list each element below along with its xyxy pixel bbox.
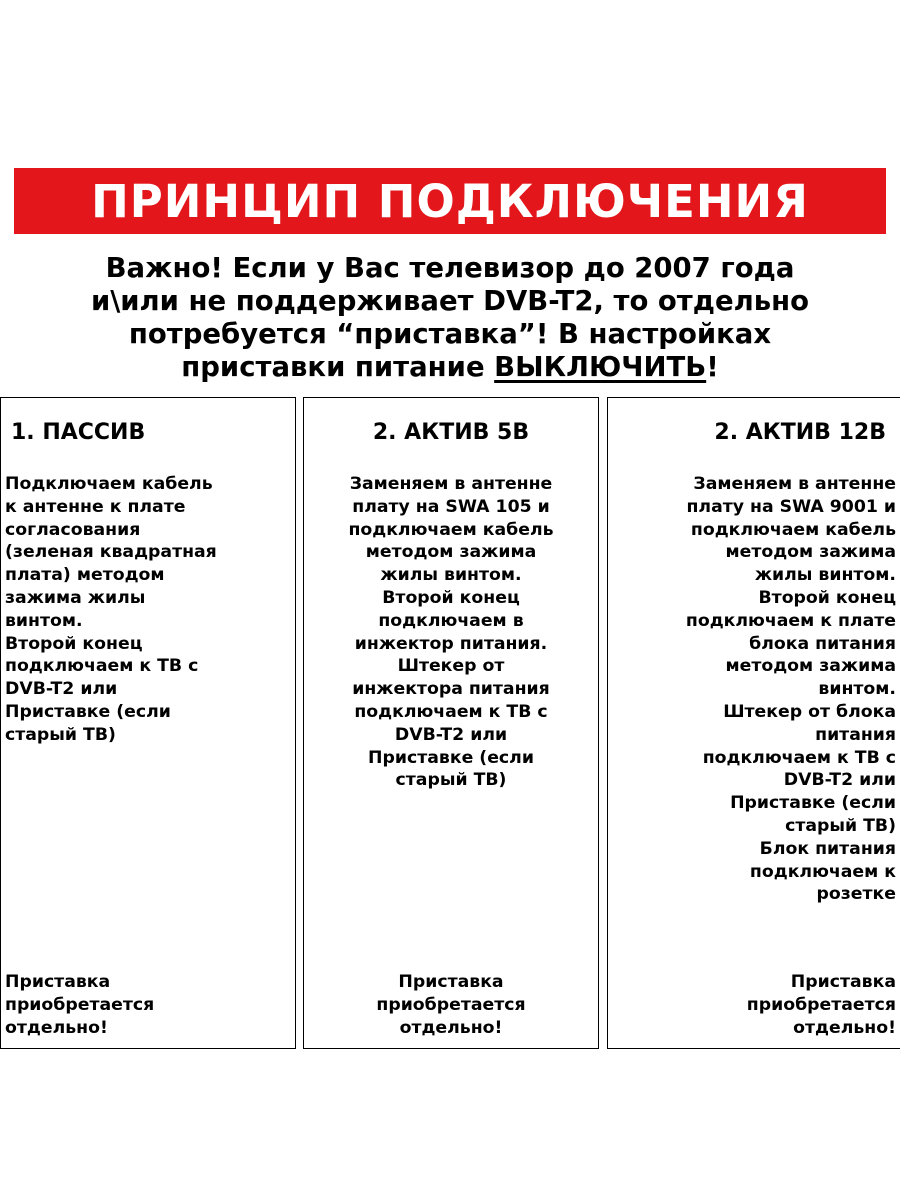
footer-line: приобретается: [5, 994, 155, 1015]
body-line: питания: [815, 724, 896, 745]
body-line: инжектора питания: [352, 679, 550, 700]
column-title: 1. ПАССИВ: [11, 420, 146, 445]
body-line: подключаем в: [378, 610, 524, 631]
notice-line-last: [0, 351, 900, 384]
body-line: Штекер от: [397, 656, 505, 677]
body-line: плата) методом: [5, 565, 165, 586]
body-line: подключаем к ТВ с: [354, 701, 548, 722]
body-line: жилы винтом.: [380, 565, 522, 586]
important-notice: [0, 252, 900, 384]
body-line: согласования: [5, 519, 141, 540]
title-banner: [14, 168, 886, 234]
notice-line: и\или не поддерживает DVB-T2, то отдельно: [90, 285, 810, 317]
body-line: подключаем кабель: [690, 519, 896, 540]
body-line: DVB-T2 или: [394, 724, 508, 745]
column-title: 2. АКТИВ 5В: [372, 420, 530, 445]
body-line: Второй конец: [5, 633, 143, 654]
body-line: инжектор питания.: [354, 633, 548, 654]
body-line: плату на SWA 9001 и: [686, 496, 896, 517]
body-line: подключаем к ТВ с: [5, 656, 199, 677]
body-line: DVB-T2 или: [783, 770, 896, 791]
footer-line: отдельно!: [5, 1017, 108, 1038]
column-body: [5, 473, 217, 747]
column-active-12v: [607, 397, 900, 1049]
body-line: подключаем к плате: [685, 610, 896, 631]
body-line: подключаем к: [749, 861, 896, 882]
body-line: розетке: [816, 884, 896, 905]
notice-line: Важно! Если у Вас телевизор до 2007 года: [105, 252, 795, 284]
body-line: винтом.: [818, 679, 896, 700]
footer-line: Приставка: [790, 972, 896, 992]
notice-emphasis: ВЫКЛЮЧИТЬ: [494, 351, 707, 383]
body-line: DVB-T2 или: [5, 679, 118, 700]
body-line: Подключаем кабель: [5, 474, 213, 494]
body-line: подключаем кабель: [348, 519, 554, 540]
body-line: жилы винтом.: [754, 565, 896, 586]
footer-line: Приставка: [5, 972, 111, 992]
body-line: Заменяем в антенне: [693, 474, 896, 494]
body-line: методом зажима: [725, 656, 896, 677]
body-line: Приставке (если: [368, 747, 534, 768]
body-line: блока питания: [749, 633, 896, 654]
body-line: плату на SWA 105 и: [352, 496, 550, 517]
footer-line: приобретается: [746, 994, 896, 1015]
body-line: методом зажима: [365, 542, 537, 563]
body-line: (зеленая квадратная: [5, 542, 217, 563]
body-line: старый ТВ): [395, 770, 507, 791]
column-body: [686, 473, 896, 906]
notice-suffix: !: [706, 351, 719, 383]
body-line: старый ТВ): [785, 815, 896, 836]
page-title: ПРИНЦИП ПОДКЛЮЧЕНИЯ: [91, 174, 809, 228]
body-line: Приставке (если: [5, 701, 171, 722]
body-line: к антенне к плате: [5, 496, 186, 517]
body-line: зажима жилы: [5, 587, 146, 608]
footer-line: отдельно!: [399, 1017, 503, 1038]
body-line: Второй конец: [758, 587, 896, 608]
notice-prefix: приставки питание: [181, 351, 495, 383]
body-line: Штекер от блока: [723, 701, 896, 722]
column-body: [304, 473, 598, 792]
footer-line: приобретается: [376, 994, 526, 1015]
column-footer: [304, 971, 598, 1039]
column-title: 2. АКТИВ 12В: [714, 420, 886, 445]
footer-line: Приставка: [398, 972, 504, 992]
body-line: Заменяем в антенне: [349, 474, 553, 494]
column-passive: [0, 397, 296, 1049]
column-footer: [747, 971, 896, 1039]
body-line: Приставке (если: [730, 793, 896, 814]
column-active-5v: [303, 397, 599, 1049]
body-line: Блок питания: [759, 838, 896, 859]
body-line: Второй конец: [382, 587, 520, 608]
footer-line: отдельно!: [793, 1017, 896, 1038]
body-line: старый ТВ): [5, 724, 116, 745]
body-line: методом зажима: [725, 542, 896, 563]
body-line: винтом.: [5, 610, 83, 631]
column-footer: [5, 971, 154, 1039]
body-line: подключаем к ТВ с: [702, 747, 896, 768]
notice-line: потребуется “приставка”! В настройках: [128, 318, 772, 350]
